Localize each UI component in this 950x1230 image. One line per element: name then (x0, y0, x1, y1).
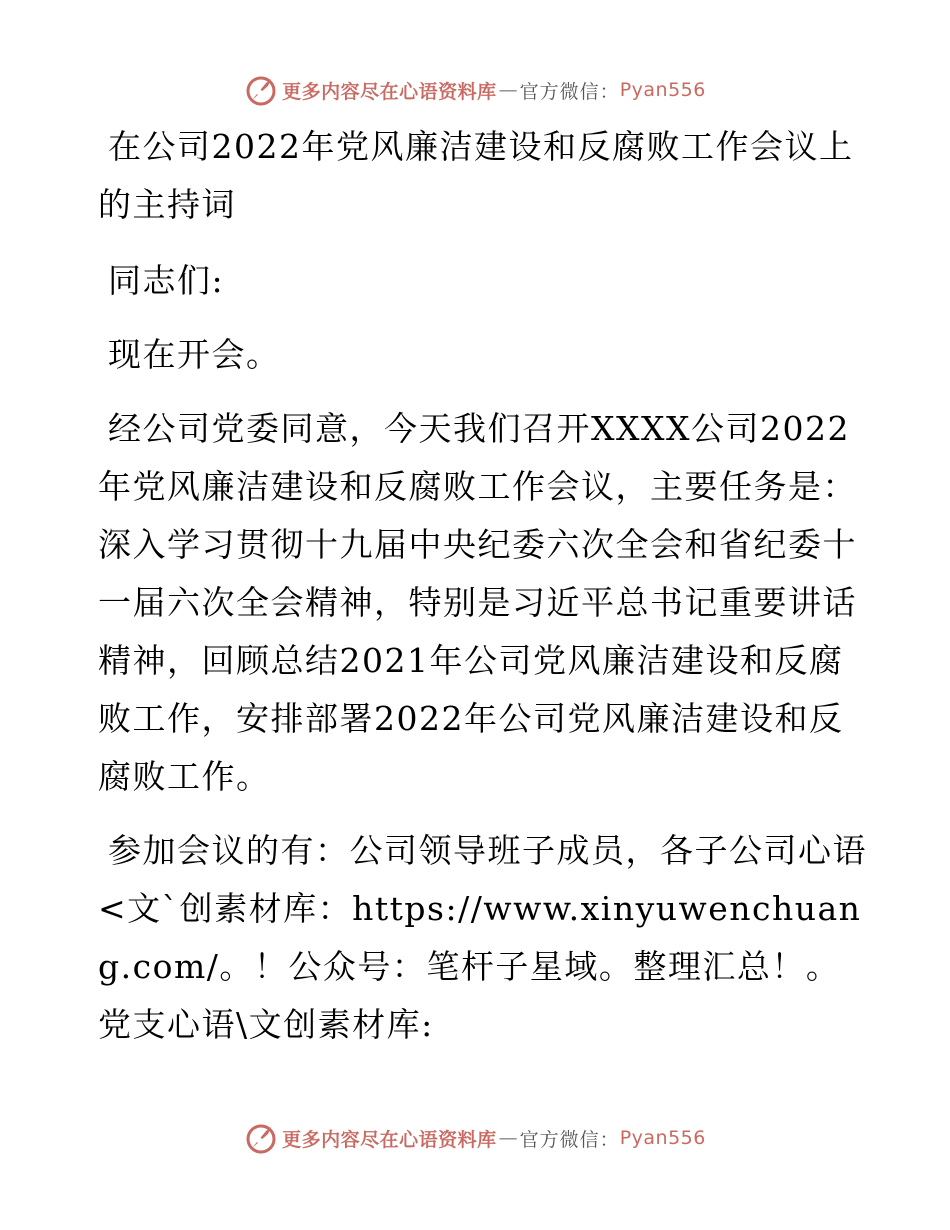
paragraph-opening: 现在开会。 (108, 335, 281, 374)
footer-brand-text: 更多内容尽在心语资料库 (282, 1128, 497, 1151)
header-banner (0, 70, 950, 110)
document-body (98, 118, 868, 1070)
footer-wechat-label: 官方微信： (519, 1128, 620, 1151)
footer-wechat-id: Pyan556 (619, 1127, 706, 1149)
paragraph-greeting: 同志们: (108, 261, 225, 300)
paragraph-attendees: 参加会议的有：公司领导班子成员，各子公司心语<文`创素材库：https://www.xinyuwenchuang.com/。！公众号：笔杆子星域。整理汇总！。党支心语\文创素材库: (98, 831, 867, 1044)
header-wechat-id: Pyan556 (619, 79, 706, 101)
document-title: 在公司2022年党风廉洁建设和反腐败工作会议上的主持词 (98, 127, 854, 224)
quill-pen-circle-icon (244, 73, 278, 107)
footer-separator: — (498, 1127, 518, 1149)
header-brand-text: 更多内容尽在心语资料库 (282, 80, 497, 103)
header-separator: — (498, 79, 518, 101)
quill-pen-circle-icon (244, 1121, 278, 1155)
header-wechat-label: 官方微信： (519, 80, 620, 103)
footer-banner (0, 1118, 950, 1158)
paragraph-purpose: 经公司党委同意，今天我们召开XXXX公司2022年党风廉洁建设和反腐败工作会议，主要任务是：深入学习贯彻十九届中央纪委六次全会和省纪委十一届六次全会精神，特别是习近平总书记重要讲话精神，回顾总结2021年公司党风廉洁建设和反腐败工作，安排部署2022年公司党风廉洁建设和反腐败工作。 (98, 409, 857, 796)
